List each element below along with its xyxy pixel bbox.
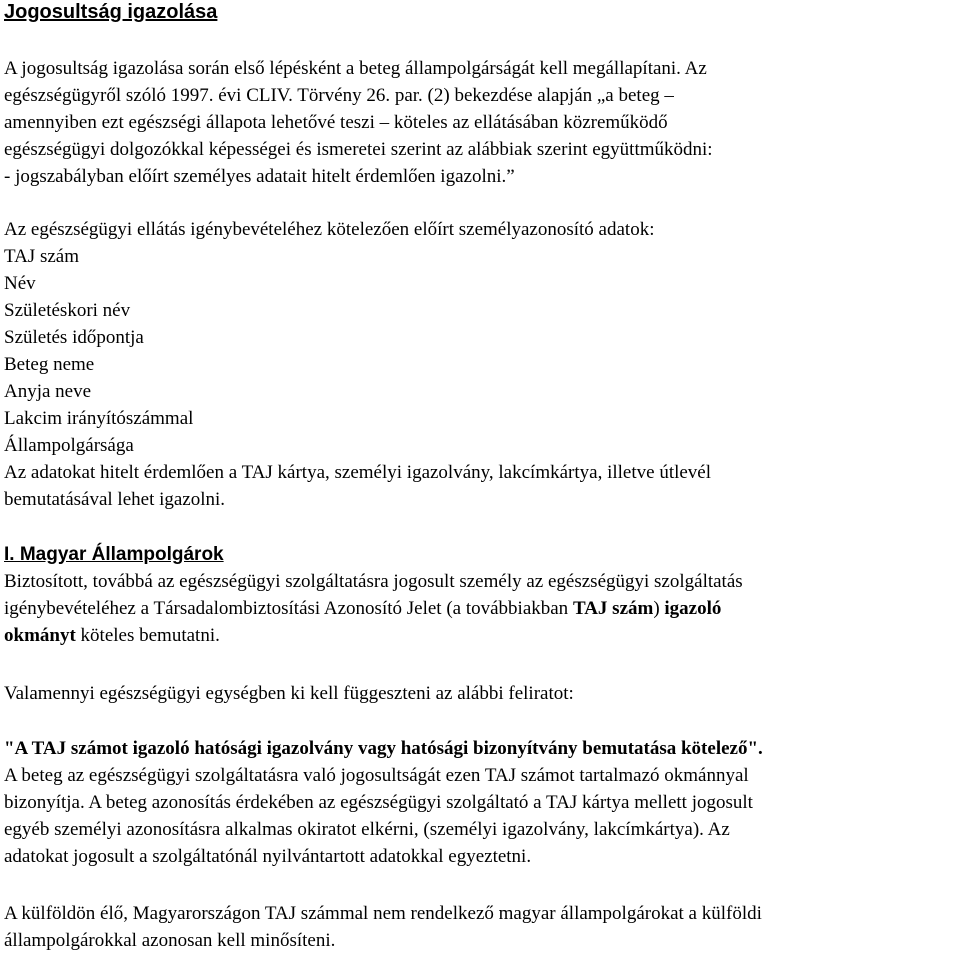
text-line: A jogosultság igazolása során első lépésként a beteg állampolgárságát kell megállapítani. Az (4, 58, 707, 79)
list-item: Állampolgársága (4, 435, 134, 456)
text-line: állampolgárokkal azonosan kell minősíteni. (4, 930, 336, 951)
foreign-residents-paragraph (4, 900, 954, 954)
text-line: adatokat jogosult a szolgáltatónál nyilvántartott adatokkal egyeztetni. (4, 846, 532, 867)
intro-paragraph (4, 55, 954, 190)
text-line: amennyiben ezt egészségi állapota lehetővé teszi – köteles az ellátásában közreműködő (4, 112, 668, 133)
bold-text: TAJ szám (572, 598, 654, 619)
text-line (4, 622, 954, 649)
text-span: igénybevételéhez a Társadalombiztosítási Azonosító Jelet (a továbbiakban (4, 598, 573, 619)
list-item: Születéskori név (4, 300, 131, 321)
text-line: - jogszabályban előírt személyes adatait hitelt érdemlően igazolni.” (4, 166, 515, 187)
text-line: egészségügyi dolgozókkal képességei és ismeretei szerint az alábbiak szerint együttműködni: (4, 139, 713, 160)
text-line: Valamennyi egészségügyi egységben ki kell függeszteni az alábbi feliratot: (4, 683, 574, 704)
text-line: bemutatásával lehet igazolni. (4, 489, 226, 510)
list-item: Lakcim irányítószámmal (4, 408, 194, 429)
text-line: bizonyítja. A beteg azonosítás érdekében az egészségügyi szolgáltató a TAJ kártya mellett jogosult (4, 792, 753, 813)
text-line: A külföldön élő, Magyarországon TAJ számmal nem rendelkező magyar állampolgárokat a külföldi (4, 903, 762, 924)
required-notice: "A TAJ számot igazoló hatósági igazolvány vagy hatósági bizonyítvány bemutatása kötelező". (4, 738, 763, 759)
text-line: Biztosított, továbbá az egészségügyi szolgáltatásra jogosult személy az egészségügyi szolgáltatás (4, 571, 743, 592)
page-title: Jogosultság igazolása (4, 1, 218, 23)
list-item: TAJ szám (4, 246, 79, 267)
text-line: egészségügyről szóló 1997. évi CLIV. Törvény 26. par. (2) bekezdése alapján „a beteg – (4, 85, 674, 106)
bold-text: okmányt (4, 625, 76, 646)
section-hungarian-citizens (4, 541, 954, 649)
text-span: ) (653, 598, 665, 619)
text-line: A beteg az egészségügyi szolgáltatásra való jogosultságát ezen TAJ számot tartalmazó okmánnyal (4, 765, 749, 786)
text-line: egyéb személyi azonosításra alkalmas okiratot elkérni, (személyi igazolvány, lakcímkártya). Az (4, 819, 730, 840)
text-line: Az adatokat hitelt érdemlően a TAJ kártya, személyi igazolvány, lakcímkártya, illetve útlevél (4, 462, 712, 483)
list-item: Név (4, 273, 36, 294)
section-heading: I. Magyar Állampolgárok (4, 544, 224, 565)
list-item: Beteg neme (4, 354, 95, 375)
text-span: köteles bemutatni. (75, 625, 220, 646)
required-data-heading: Az egészségügyi ellátás igénybevételéhez kötelezően előírt személyazonosító adatok: (4, 219, 655, 240)
bold-text: igazoló (664, 598, 722, 619)
required-data-section (4, 216, 954, 513)
list-item: Születés időpontja (4, 327, 144, 348)
notice-section (4, 735, 954, 870)
list-item: Anyja neve (4, 381, 92, 402)
notice-intro (4, 680, 954, 707)
text-line (4, 595, 954, 622)
